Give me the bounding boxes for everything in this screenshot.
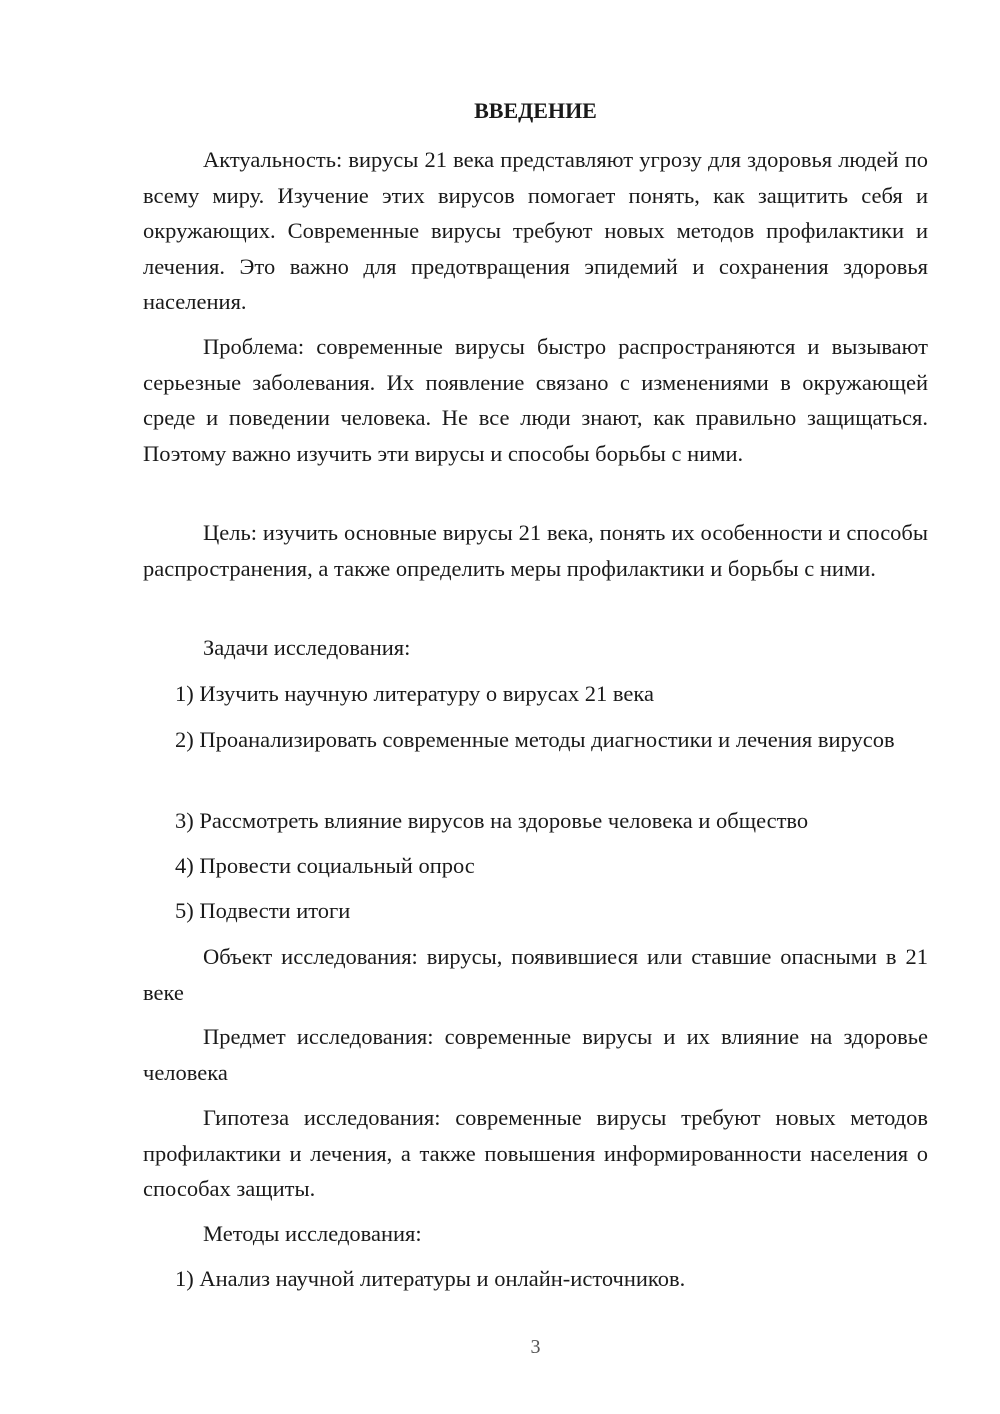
paragraph-problem: Проблема: современные вирусы быстро распространяются и вызывают серьезные заболевания. Их появление связано с изменениями в окружающей среде и поведении человека. Не все люди знают, как правильно защищаться. Поэтому важно изучить эти вирусы и способы борьбы с ними. xyxy=(143,334,928,466)
paragraph-goal: Цель: изучить основные вирусы 21 века, понять их особенности и способы распространения, а также определить меры профилактики и борьбы с ними. xyxy=(143,520,928,581)
methods-heading: Методы исследования: xyxy=(203,1221,422,1246)
paragraph-hypothesis: Гипотеза исследования: современные вирусы требуют новых методов профилактики и лечения, а также повышения информированности населения о способах защиты. xyxy=(143,1105,928,1201)
task-item-1: 1) Изучить научную литературу о вирусах 21 века xyxy=(175,681,654,706)
tasks-heading: Задачи исследования: xyxy=(203,635,411,660)
page-number: 3 xyxy=(530,1336,541,1358)
task-item-4: 4) Провести социальный опрос xyxy=(175,853,475,878)
task-item-5: 5) Подвести итоги xyxy=(175,898,351,923)
page-title: ВВЕДЕНИЕ xyxy=(474,98,597,123)
paragraph-relevance: Актуальность: вирусы 21 века представляют угрозу для здоровья людей по всему миру. Изучение этих вирусов помогает понять, как защитить себя и окружающих. Современные вирусы требуют новых методов профилактики и лечения. Это важно для предотвращения эпидемий и сохранения здоровья населения. xyxy=(143,147,928,314)
task-item-2: 2) Проанализировать современные методы диагностики и лечения вирусов xyxy=(175,727,895,752)
task-item-3: 3) Рассмотреть влияние вирусов на здоровье человека и общество xyxy=(175,808,809,833)
paragraph-subject: Предмет исследования: современные вирусы и их влияние на здоровье человека xyxy=(143,1024,928,1085)
paragraph-object: Объект исследования: вирусы, появившиеся или ставшие опасными в 21 веке xyxy=(143,944,928,1005)
method-item-1: 1) Анализ научной литературы и онлайн-источников. xyxy=(175,1266,686,1291)
